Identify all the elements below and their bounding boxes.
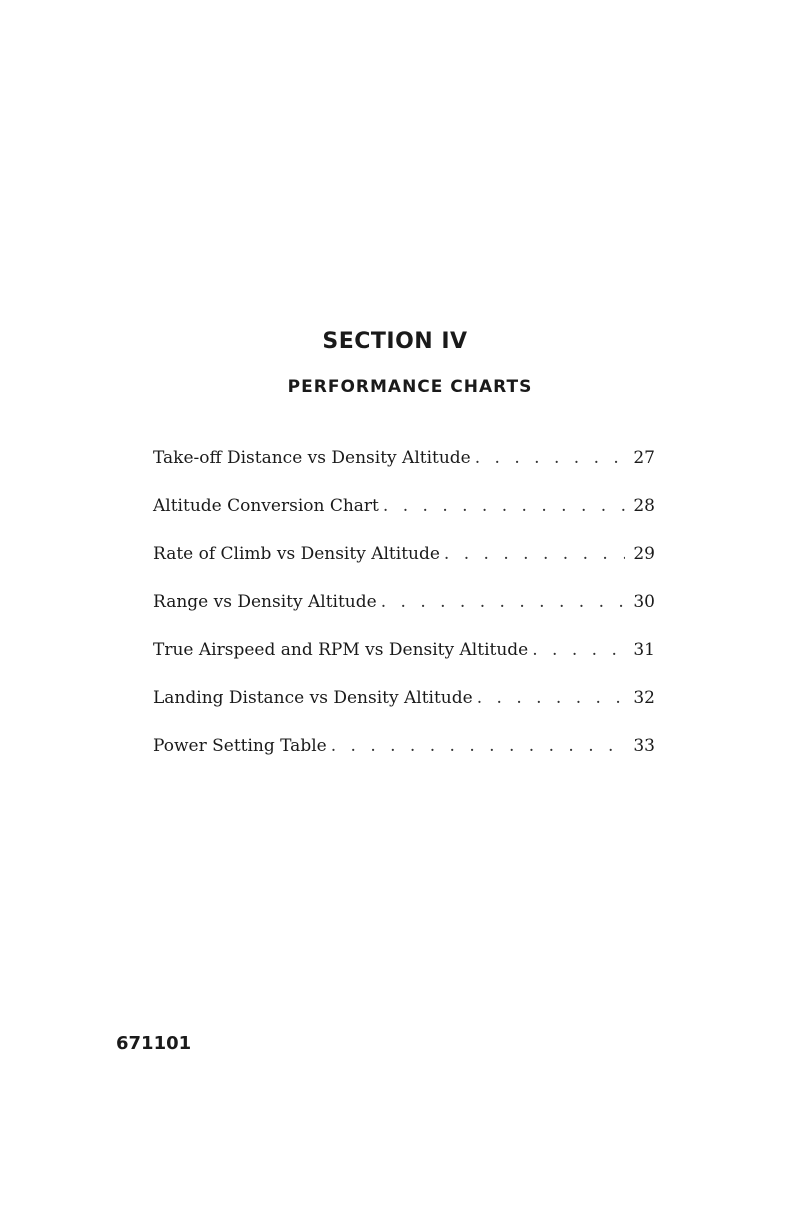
dot-leader — [532, 640, 625, 660]
section-title: SECTION IV — [322, 329, 468, 354]
toc-entry-label: Range vs Density Altitude — [153, 592, 377, 612]
dot-leader — [381, 592, 625, 612]
toc-entry-page: 29 — [633, 544, 655, 564]
toc-entry-page: 28 — [633, 496, 655, 516]
toc-entry-takeoff-distance — [153, 448, 655, 496]
section-subtitle: PERFORMANCE CHARTS — [287, 377, 533, 397]
dot-leader — [477, 688, 625, 708]
dot-leader — [444, 544, 625, 564]
table-of-contents — [153, 448, 655, 784]
toc-entry-page: 33 — [633, 736, 655, 756]
toc-entry-range — [153, 592, 655, 640]
toc-entry-label: Landing Distance vs Density Altitude — [153, 688, 473, 708]
dot-leader — [475, 448, 625, 468]
dot-leader — [331, 736, 625, 756]
toc-entry-page: 27 — [633, 448, 655, 468]
toc-entry-true-airspeed-rpm — [153, 640, 655, 688]
document-code: 671101 — [116, 1033, 192, 1054]
toc-entry-altitude-conversion — [153, 496, 655, 544]
toc-entry-page: 30 — [633, 592, 655, 612]
toc-entry-page: 31 — [633, 640, 655, 660]
toc-entry-label: Altitude Conversion Chart — [153, 496, 379, 516]
toc-entry-label: True Airspeed and RPM vs Density Altitude — [153, 640, 529, 660]
toc-entry-power-setting — [153, 736, 655, 784]
dot-leader — [383, 496, 625, 516]
toc-entry-label: Take-off Distance vs Density Altitude — [153, 448, 471, 468]
toc-entry-page: 32 — [633, 688, 655, 708]
toc-entry-rate-of-climb — [153, 544, 655, 592]
toc-entry-landing-distance — [153, 688, 655, 736]
toc-entry-label: Power Setting Table — [153, 736, 327, 756]
toc-entry-label: Rate of Climb vs Density Altitude — [153, 544, 440, 564]
